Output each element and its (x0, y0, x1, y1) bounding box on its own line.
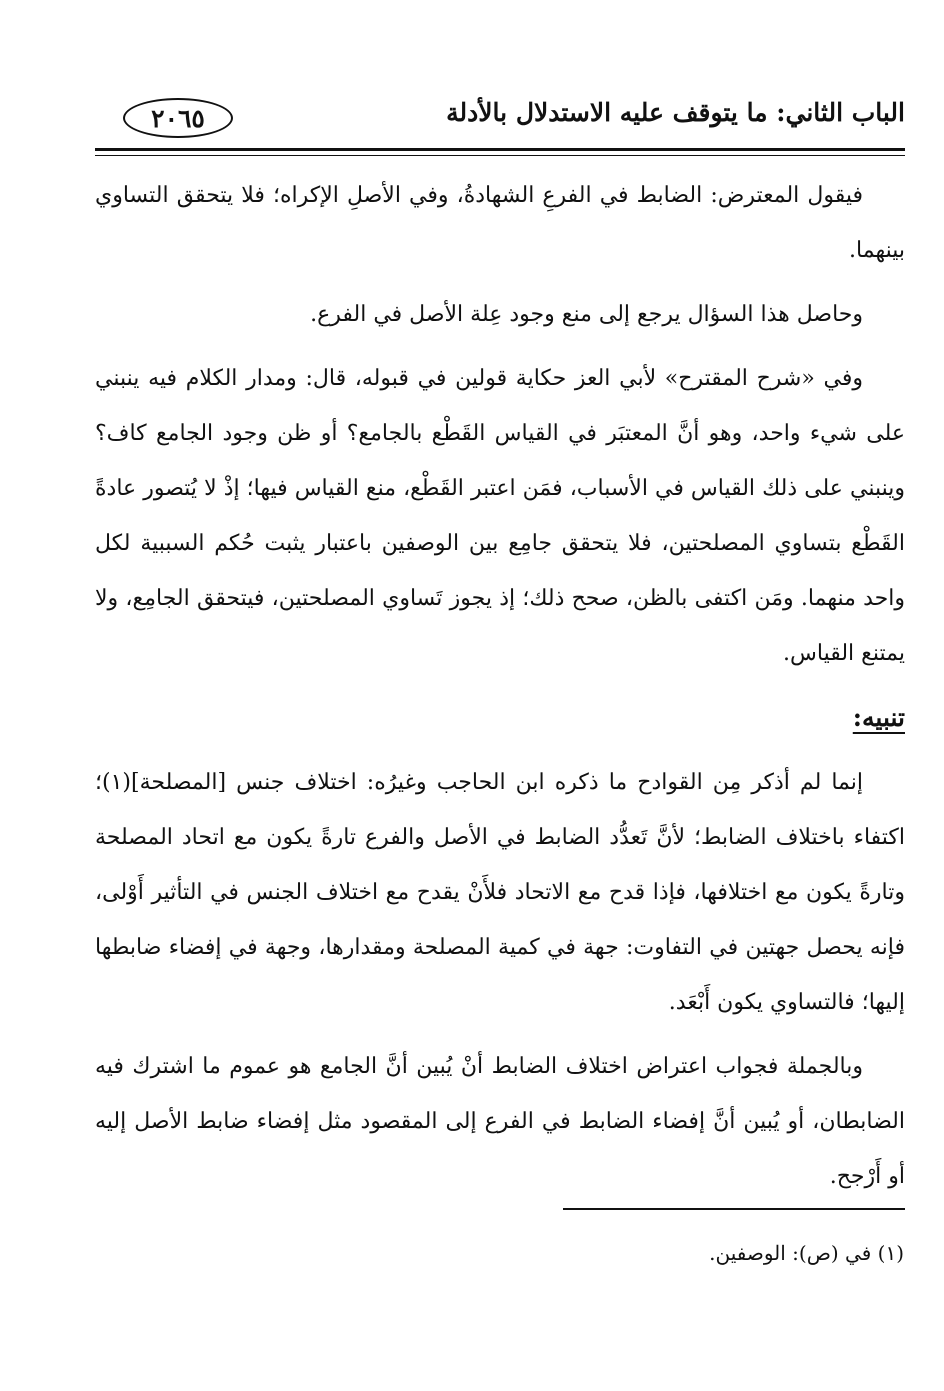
main-text (95, 168, 905, 1213)
running-title: الباب الثاني: ما يتوقف عليه الاستدلال بالأدلة (446, 98, 905, 127)
paragraph: وحاصل هذا السؤال يرجع إلى منع وجود عِلة الأصل في الفرع. (310, 302, 863, 327)
paragraph: فيقول المعترض: الضابط في الفرعِ الشهادةُ، وفي الأصلِ الإكراه؛ فلا يتحقق التساوي بينهما. (95, 183, 905, 263)
page-number: ٢٠٦٥ (123, 98, 233, 138)
notice-heading (95, 690, 905, 745)
paragraph: وبالجملة فجواب اعتراض اختلاف الضابط أنْ يُبين أنَّ الجامع هو عموم ما اشترك فيه الضابطان، أو يُبين أنَّ إفضاء الضابط في الفرع إلى المقصود مثل إفضاء ضابط الأصل إليه أو أَرْجح. (95, 1054, 905, 1189)
notice-heading-text: تنبيه: (852, 703, 905, 732)
footnote: (١) في (ص): الوصفين. (709, 1241, 904, 1265)
header-rule-thin (95, 155, 905, 156)
footnote-separator (563, 1208, 905, 1210)
paragraph: إنما لم أذكر مِن القوادح ما ذكره ابن الحاجب وغيرُه: اختلاف جنس [المصلحة](١)؛ اكتفاء باختلاف الضابط؛ لأنَّ تَعدُّد الضابط في الأصل والفرع تارةً يكون مع اتحاد المصلحة وتارةً يكون مع اختلافها، فإذا قدح مع الاتحاد فلأَنْ يقدح مع اختلاف الجنس في التأثير أَوْلى، فإنه يحصل جهتين في التفاوت: جهة في كمية المصلحة ومقدارها، وجهة في إفضاء ضابطها إليها؛ فالتساوي يكون أَبْعَد. (95, 770, 905, 1015)
page-header (95, 88, 905, 148)
header-rule-thick (95, 148, 905, 151)
paragraph: وفي «شرح المقترح» لأبي العز حكاية قولين في قبوله، قال: ومدار الكلام فيه ينبني على شيء واحد، وهو أنَّ المعتبَر في القياس القَطْع بالجامع؟ أو ظن وجود الجامع كاف؟ وينبني على ذلك القياس في الأسباب، فمَن اعتبر القَطْع، منع القياس فيها؛ إذْ لا يُتصور عادةً القَطْع بتساوي المصلحتين، فلا يتحقق جامِع بين الوصفين باعتبار يثبت حُكم السببية لكل واحد منهما. ومَن اكتفى بالظن، صحح ذلك؛ إذ يجوز تَساوي المصلحتين، فيتحقق الجامِع، ولا يمتنع القياس. (95, 366, 905, 666)
